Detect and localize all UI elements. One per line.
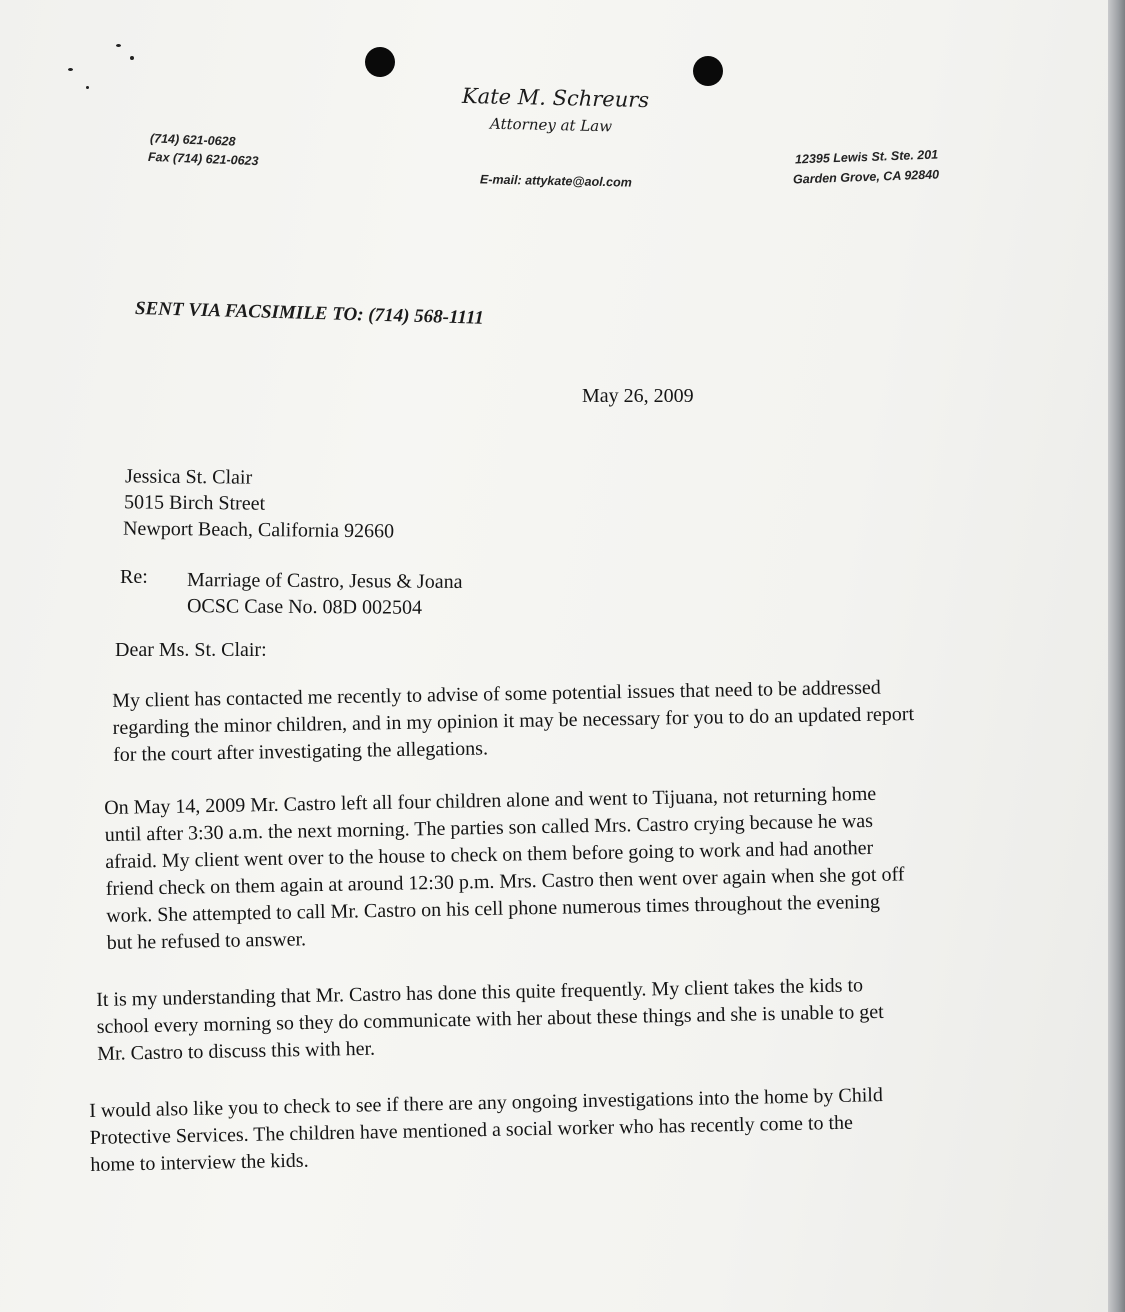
punch-hole-right <box>693 56 723 86</box>
salutation: Dear Ms. St. Clair: <box>115 639 267 661</box>
re-case-number: OCSC Case No. 08D 002504 <box>186 595 423 619</box>
email-address: E-mail: attykate@aol.com <box>479 172 632 190</box>
re-label: Re: <box>120 566 148 588</box>
attorney-name: Kate M. Schreurs <box>461 83 650 113</box>
fax-number: Fax (714) 621-0623 <box>147 149 259 169</box>
punch-hole-left <box>365 47 395 77</box>
background-edge <box>1108 0 1125 1312</box>
speck <box>116 44 121 47</box>
recipient-city: Newport Beach, California 92660 <box>122 517 395 543</box>
body-paragraph-2: On May 14, 2009 Mr. Castro left all four children alone and went to Tijuana, not returning home until after 3:30 a.m. the next morning. The parties son called Mrs. Castro crying because he was afraid. My client went over to the house to check on them before going to work and had another friend check on them again at around 12:30 p.m. Mrs. Castro then went over again when she got off work. She attempted to call Mr. Castro on his cell phone numerous times throughout the evening but he refused to answer. <box>104 782 905 954</box>
re-matter: Marriage of Castro, Jesus & Joana <box>186 569 463 593</box>
speck <box>86 86 89 89</box>
attorney-title: Attorney at Law <box>489 114 613 136</box>
fax-recipient-line: SENT VIA FACSIMILE TO: (714) 568-1111 <box>134 298 485 329</box>
recipient-street: 5015 Birch Street <box>123 491 266 515</box>
address-line-2: Garden Grove, CA 92840 <box>792 167 940 187</box>
speck <box>68 68 73 71</box>
phone-number: (714) 621-0628 <box>149 131 236 149</box>
body-paragraph-3: It is my understanding that Mr. Castro has done this quite frequently. My client takes the kids to school every morning so they do communicate with her about these things and she is unable to get Mr. Castro to discuss this with her. <box>96 974 884 1065</box>
address-line-1: 12395 Lewis St. Ste. 201 <box>794 147 939 167</box>
body-paragraph-4: I would also like you to check to see if there are any ongoing investigations into the home by Child Protective Services. The children have mentioned a social worker who has recently come to the home to interview the kids. <box>89 1084 884 1176</box>
letter-date: May 26, 2009 <box>582 385 694 407</box>
body-paragraph-1: My client has contacted me recently to advise of some potential issues that need to be addressed regarding the minor children, and in my opinion it may be necessary for you to do an updated report for the court after investigating the allegations. <box>112 676 915 766</box>
speck <box>130 56 134 60</box>
recipient-name: Jessica St. Clair <box>124 465 253 489</box>
